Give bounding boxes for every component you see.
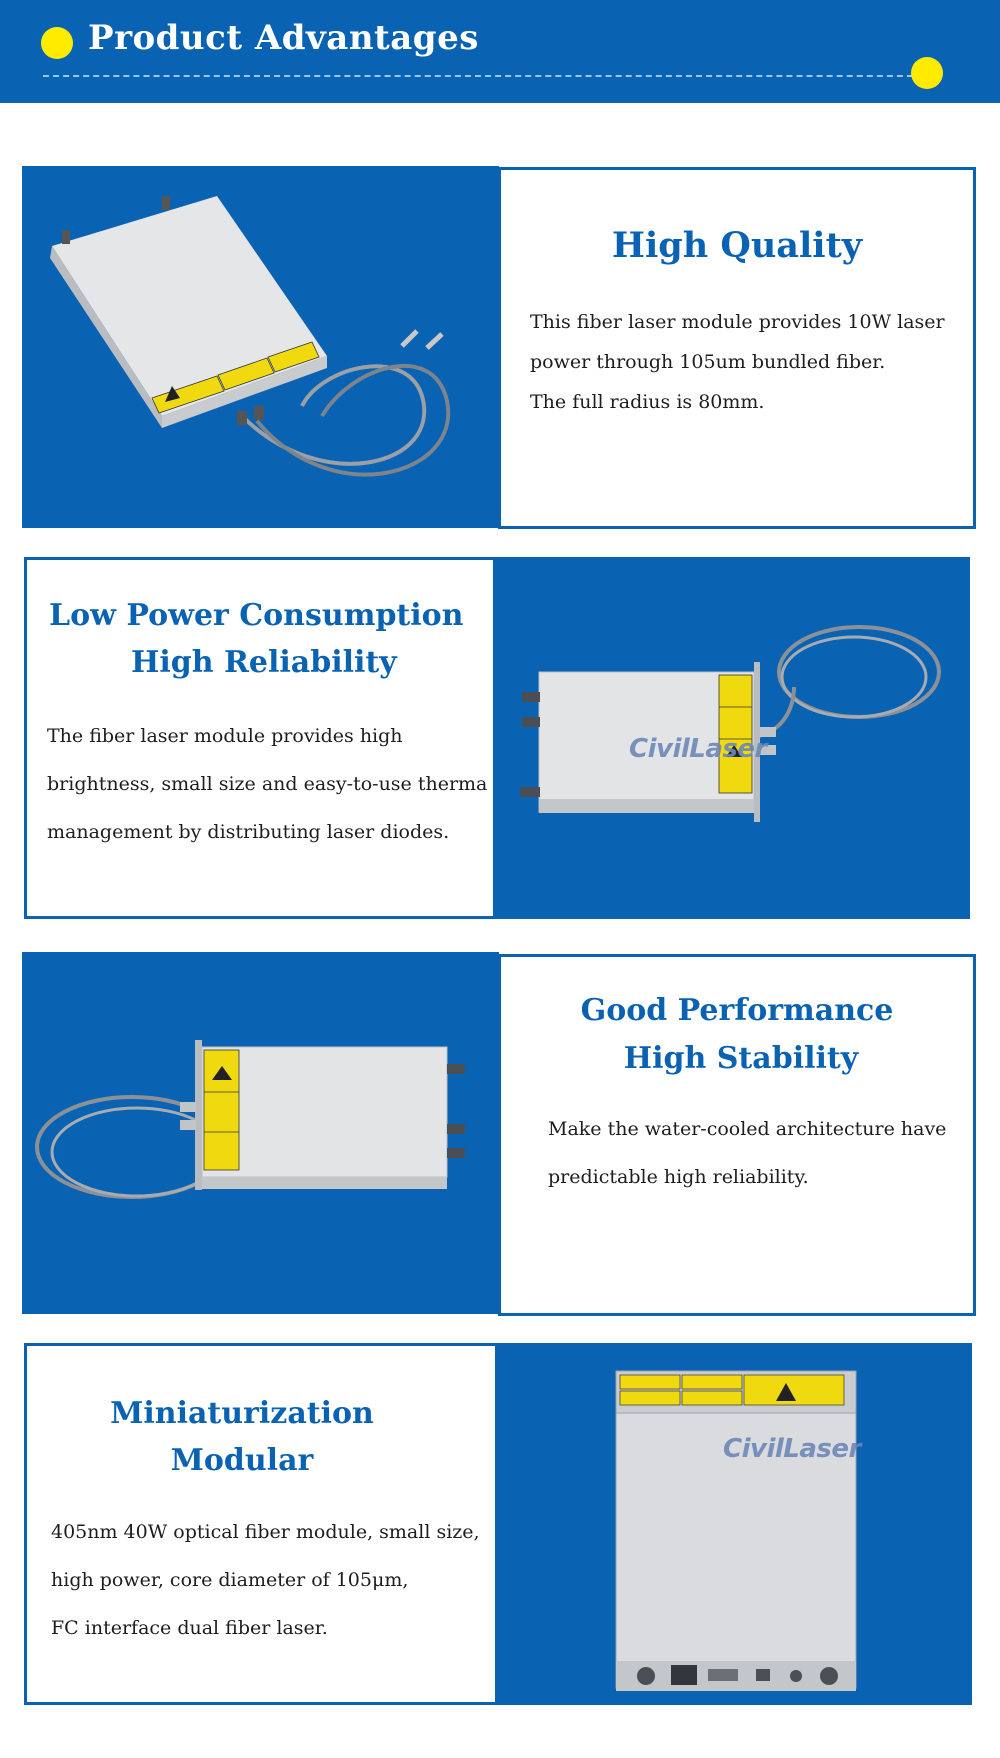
product-image-panel — [22, 166, 499, 528]
description-line: high power, core diameter of 105μm, — [51, 1569, 409, 1591]
advantage-heading: High Stability — [623, 1041, 859, 1076]
product-image-panel — [22, 952, 499, 1314]
advantage-section-1 — [0, 166, 1000, 528]
yellow-dot-icon — [911, 57, 943, 89]
advantage-section-2 — [0, 557, 1000, 919]
description-line: FC interface dual fiber laser. — [51, 1617, 328, 1639]
advantage-heading: Modular — [170, 1443, 314, 1478]
description-line: power through 105um bundled fiber. — [530, 351, 886, 373]
header-banner — [0, 0, 1000, 103]
brand-watermark: CivilLaser — [629, 734, 767, 764]
advantage-description — [47, 712, 496, 856]
product-image-panel — [494, 557, 970, 919]
fiber-laser-module-image — [22, 952, 499, 1314]
page-title: Product Advantages — [88, 18, 479, 58]
advantage-heading: Good Performance — [580, 993, 894, 1028]
brand-watermark: CivilLaser — [723, 1434, 861, 1464]
fiber-laser-module-image — [496, 1343, 972, 1705]
product-image-panel — [496, 1343, 972, 1705]
advantage-section-4 — [0, 1343, 1000, 1705]
advantage-text-card — [498, 167, 976, 529]
description-line: predictable high reliability. — [548, 1166, 809, 1188]
advantage-heading: Miniaturization — [110, 1396, 374, 1431]
description-line: 405nm 40W optical fiber module, small size, — [51, 1521, 480, 1543]
description-line: brightness, small size and easy-to-use therma — [47, 773, 488, 795]
advantage-text-card — [24, 1343, 498, 1705]
advantage-heading: High Quality — [611, 225, 863, 266]
advantage-heading: Low Power Consumption — [49, 598, 464, 633]
advantage-section-3 — [0, 952, 1000, 1314]
advantage-description — [51, 1508, 496, 1652]
advantage-description — [530, 298, 945, 426]
description-line: management by distributing laser diodes. — [47, 821, 450, 843]
description-line: This fiber laser module provides 10W laser — [530, 311, 945, 333]
advantage-heading: High Reliability — [131, 645, 397, 680]
description-line: The fiber laser module provides high — [47, 725, 403, 747]
advantage-text-card — [24, 557, 496, 919]
advantage-description — [548, 1105, 946, 1201]
yellow-dot-icon — [41, 27, 73, 59]
dashed-divider — [43, 75, 913, 77]
fiber-laser-module-image — [22, 166, 499, 528]
description-line: The full radius is 80mm. — [530, 391, 765, 413]
advantage-text-card — [498, 954, 976, 1316]
description-line: Make the water-cooled architecture have — [548, 1118, 947, 1140]
